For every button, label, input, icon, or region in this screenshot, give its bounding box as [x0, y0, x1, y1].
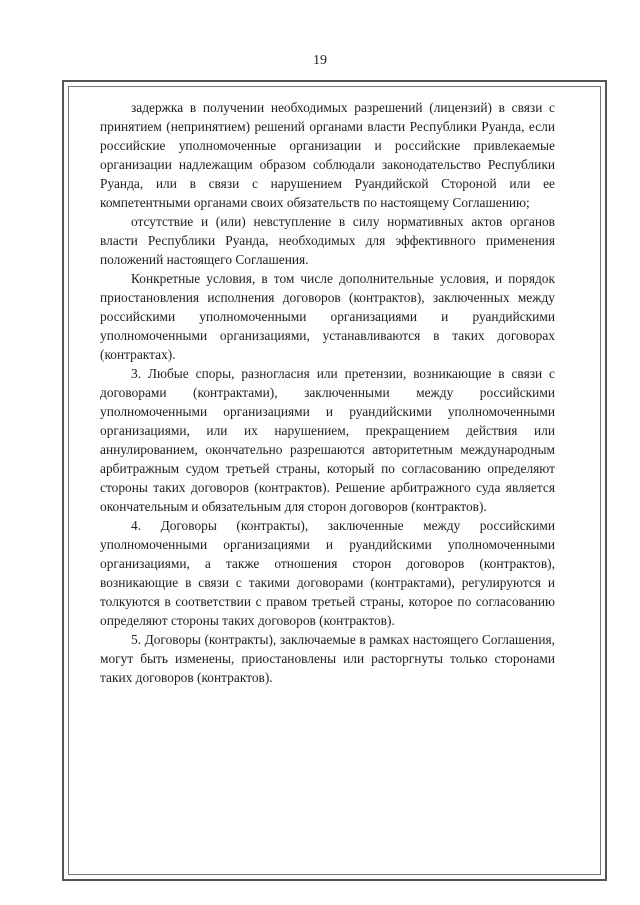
paragraph-contract-changes: 5. Договоры (контракты), заключаемые в рамках настоящего Соглашения, могут быть изменены, приостановлены или расторгнуты только сторонами таких договоров (контрактов).: [100, 632, 555, 685]
paragraph-suspension-conditions: Конкретные условия, в том числе дополнительные условия, и порядок приостановления исполнения договоров (контрактов), заключенных между российскими уполномоченными организациями и руандийскими уполномоченными организациями, устанавливаются в таких договорах (контрактах).: [100, 271, 555, 362]
paragraph-disputes: 3. Любые споры, разногласия или претензии, возникающие в связи с договорами (контрактами), заключенными между российскими уполномоченными организациями и руандийскими уполномоченными организациями, или их нарушением, прекращением действия или аннулированием, окончательно разрешаются авторитетным международным арбитражным судом третьей страны, который по согласованию определяют стороны таких договоров (контрактов). Решение арбитражного суда является окончательным и обязательным для сторон договоров (контрактов).: [100, 366, 555, 514]
document-body: [100, 98, 555, 687]
paragraph-license-delay: задержка в получении необходимых разрешений (лицензий) в связи с принятием (непринятием) решений органами власти Республики Руанда, если российские уполномоченные организации и российские привлекаемые организации надлежащим образом соблюдали законодательство Республики Руанда, или в связи с нарушением Руандийской Стороной или ее компетентными органами своих обязательств по настоящему Соглашению;: [100, 100, 555, 210]
paragraph-governing-law: 4. Договоры (контракты), заключенные между российскими уполномоченными организациями и руандийскими уполномоченными организациями, а также отношения сторон договоров (контрактов), возникающие в связи с такими договорами (контрактами), регулируются и толкуются в соответствии с правом третьей страны, которое по согласованию определяют стороны таких договоров (контрактов).: [100, 518, 555, 628]
page-number: 19: [313, 53, 327, 68]
paragraph-regulations-absence: отсутствие и (или) невступление в силу нормативных актов органов власти Республики Руанда, необходимых для эффективного применения положений настоящего Соглашения.: [100, 214, 555, 267]
